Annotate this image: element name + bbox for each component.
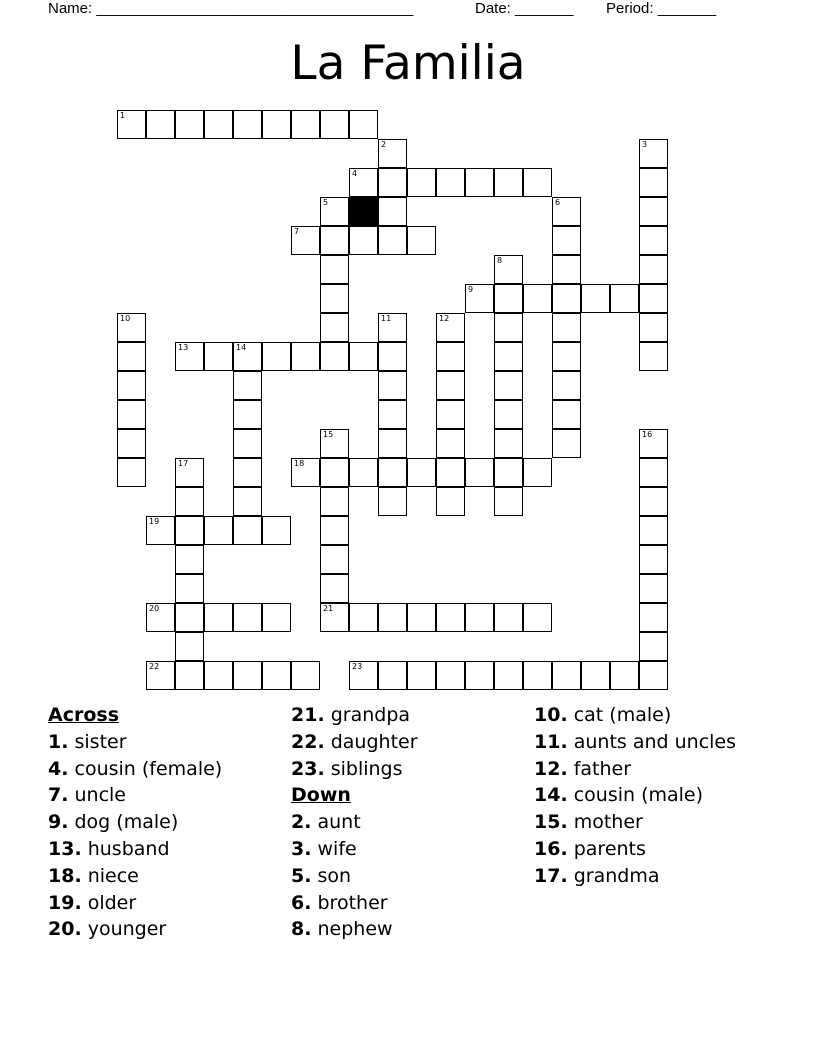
down-clue — [534, 809, 736, 836]
grid-black-cell — [349, 197, 378, 226]
grid-cell[interactable] — [175, 545, 204, 574]
clue-text: wife — [317, 837, 357, 860]
grid-cell[interactable] — [320, 284, 349, 313]
cell-number: 15 — [323, 430, 334, 439]
grid-cell[interactable] — [378, 661, 407, 690]
across-clue — [48, 863, 222, 890]
down-clue — [534, 756, 736, 783]
cell-number: 13 — [178, 343, 189, 352]
grid-cell[interactable] — [436, 371, 465, 400]
clue-number: 16. — [534, 837, 568, 860]
grid-cell[interactable] — [320, 255, 349, 284]
page-title: La Familia — [290, 36, 526, 91]
grid-cell[interactable] — [233, 342, 262, 371]
grid-cell[interactable] — [320, 429, 349, 458]
cell-number: 6 — [555, 198, 561, 207]
grid-cell[interactable] — [117, 400, 146, 429]
down-clue — [534, 702, 736, 729]
cell-number: 19 — [149, 517, 160, 526]
across-clue — [48, 782, 222, 809]
grid-cell[interactable] — [320, 516, 349, 545]
clue-text: grandma — [573, 864, 660, 887]
cell-number: 8 — [497, 256, 503, 265]
grid-cell[interactable] — [552, 226, 581, 255]
cell-number: 11 — [381, 314, 392, 323]
grid-cell[interactable] — [639, 545, 668, 574]
grid-cell[interactable] — [320, 197, 349, 226]
grid-cell[interactable] — [494, 342, 523, 371]
grid-cell[interactable] — [436, 168, 465, 197]
grid-cell[interactable] — [639, 632, 668, 661]
grid-cell[interactable] — [639, 458, 668, 487]
grid-cell[interactable] — [262, 603, 291, 632]
grid-cell[interactable] — [233, 110, 262, 139]
period-field-label: Period: _______ — [606, 0, 717, 17]
grid-cell[interactable] — [552, 284, 581, 313]
grid-cell[interactable] — [436, 342, 465, 371]
clue-text: aunt — [317, 811, 361, 834]
grid-cell[interactable] — [378, 168, 407, 197]
grid-cell[interactable] — [378, 342, 407, 371]
down-clue — [291, 836, 418, 863]
grid-cell[interactable] — [146, 661, 175, 690]
grid-cell[interactable] — [233, 429, 262, 458]
grid-cell[interactable] — [523, 661, 552, 690]
across-heading: Across — [48, 704, 120, 726]
name-field-label: Name: ______________________________________ — [48, 0, 414, 17]
clue-text: cousin (female) — [74, 757, 223, 780]
grid-cell[interactable] — [639, 255, 668, 284]
down-clue — [291, 890, 418, 917]
grid-cell[interactable] — [639, 516, 668, 545]
grid-cell[interactable] — [146, 110, 175, 139]
across-clue — [291, 756, 418, 783]
clue-number: 11. — [534, 730, 568, 753]
down-clue — [534, 782, 736, 809]
grid-cell[interactable] — [320, 603, 349, 632]
grid-cell[interactable] — [494, 400, 523, 429]
grid-cell[interactable] — [552, 429, 581, 458]
grid-cell[interactable] — [552, 342, 581, 371]
grid-cell[interactable] — [552, 197, 581, 226]
cell-number: 18 — [294, 459, 305, 468]
grid-cell[interactable] — [407, 226, 436, 255]
clue-text: aunts and uncles — [573, 730, 737, 753]
grid-cell[interactable] — [204, 342, 233, 371]
cell-number: 22 — [149, 662, 160, 671]
grid-cell[interactable] — [146, 516, 175, 545]
grid-cell[interactable] — [552, 313, 581, 342]
grid-cell[interactable] — [175, 661, 204, 690]
grid-cell[interactable] — [436, 313, 465, 342]
grid-cell[interactable] — [349, 342, 378, 371]
date-field-label: Date: _______ — [475, 0, 574, 17]
down-clue — [534, 863, 736, 890]
grid-cell[interactable] — [378, 603, 407, 632]
grid-cell[interactable] — [523, 284, 552, 313]
down-clue — [534, 729, 736, 756]
grid-cell[interactable] — [175, 458, 204, 487]
grid-cell[interactable] — [581, 661, 610, 690]
grid-cell[interactable] — [378, 458, 407, 487]
clue-text: younger — [87, 918, 167, 941]
grid-cell[interactable] — [552, 661, 581, 690]
grid-cell[interactable] — [175, 487, 204, 516]
cell-number: 1 — [120, 111, 126, 120]
grid-cell[interactable] — [233, 487, 262, 516]
grid-cell[interactable] — [204, 110, 233, 139]
grid-cell[interactable] — [291, 342, 320, 371]
down-clue — [291, 916, 418, 943]
grid-cell[interactable] — [436, 603, 465, 632]
clue-number: 19. — [48, 891, 82, 914]
cell-number: 4 — [352, 169, 358, 178]
clue-text: nephew — [317, 918, 393, 941]
clue-text: daughter — [330, 730, 418, 753]
down-clue — [291, 809, 418, 836]
grid-cell[interactable] — [581, 284, 610, 313]
grid-cell[interactable] — [204, 603, 233, 632]
grid-cell[interactable] — [320, 545, 349, 574]
grid-cell[interactable] — [552, 400, 581, 429]
grid-cell[interactable] — [349, 458, 378, 487]
cell-number: 10 — [120, 314, 131, 323]
grid-cell[interactable] — [320, 574, 349, 603]
grid-cell[interactable] — [639, 284, 668, 313]
cell-number: 12 — [439, 314, 450, 323]
grid-cell[interactable] — [523, 458, 552, 487]
across-clue — [48, 729, 222, 756]
clue-text: sister — [74, 730, 127, 753]
grid-cell[interactable] — [262, 342, 291, 371]
clue-text: father — [573, 757, 632, 780]
grid-cell[interactable] — [436, 487, 465, 516]
grid-cell[interactable] — [436, 400, 465, 429]
grid-cell[interactable] — [639, 168, 668, 197]
grid-cell[interactable] — [175, 574, 204, 603]
clue-number: 18. — [48, 864, 82, 887]
grid-cell[interactable] — [175, 342, 204, 371]
clue-column-2 — [291, 702, 418, 943]
grid-cell[interactable] — [320, 110, 349, 139]
cell-number: 14 — [236, 343, 247, 352]
grid-cell[interactable] — [610, 661, 639, 690]
clue-number: 9. — [48, 811, 69, 834]
grid-cell[interactable] — [291, 110, 320, 139]
across-clue — [48, 756, 222, 783]
cell-number: 23 — [352, 662, 363, 671]
grid-cell[interactable] — [378, 197, 407, 226]
grid-cell[interactable] — [291, 458, 320, 487]
grid-cell[interactable] — [175, 632, 204, 661]
grid-cell[interactable] — [639, 342, 668, 371]
grid-cell[interactable] — [494, 487, 523, 516]
clue-number: 23. — [291, 757, 325, 780]
across-clue — [291, 729, 418, 756]
grid-cell[interactable] — [117, 429, 146, 458]
grid-cell[interactable] — [262, 516, 291, 545]
cell-number: 5 — [323, 198, 329, 207]
grid-cell[interactable] — [117, 342, 146, 371]
grid-cell[interactable] — [378, 139, 407, 168]
clue-number: 17. — [534, 864, 568, 887]
grid-cell[interactable] — [639, 139, 668, 168]
grid-cell[interactable] — [465, 661, 494, 690]
grid-cell[interactable] — [349, 226, 378, 255]
grid-cell[interactable] — [233, 516, 262, 545]
across-clue — [48, 836, 222, 863]
grid-cell[interactable] — [436, 661, 465, 690]
grid-cell[interactable] — [349, 603, 378, 632]
clue-number: 7. — [48, 784, 69, 807]
cell-number: 9 — [468, 285, 474, 294]
cell-number: 2 — [381, 140, 387, 149]
grid-cell[interactable] — [407, 603, 436, 632]
grid-cell[interactable] — [465, 458, 494, 487]
grid-cell[interactable] — [639, 226, 668, 255]
grid-cell[interactable] — [494, 661, 523, 690]
down-heading: Down — [291, 784, 351, 807]
grid-cell[interactable] — [378, 226, 407, 255]
cell-number: 16 — [642, 430, 653, 439]
cell-number: 21 — [323, 604, 334, 613]
grid-cell[interactable] — [465, 603, 494, 632]
clue-text: siblings — [330, 757, 403, 780]
grid-cell[interactable] — [233, 603, 262, 632]
grid-cell[interactable] — [320, 342, 349, 371]
grid-cell[interactable] — [349, 110, 378, 139]
grid-cell[interactable] — [494, 458, 523, 487]
clue-number: 20. — [48, 918, 82, 941]
grid-cell[interactable] — [117, 371, 146, 400]
clue-number: 15. — [534, 811, 568, 834]
grid-cell[interactable] — [117, 110, 146, 139]
grid-cell[interactable] — [639, 429, 668, 458]
grid-cell[interactable] — [407, 458, 436, 487]
clue-number: 14. — [534, 784, 568, 807]
clue-text: brother — [317, 891, 388, 914]
clue-text: cousin (male) — [573, 784, 704, 807]
clue-number: 6. — [291, 891, 312, 914]
down-clue — [291, 863, 418, 890]
grid-cell[interactable] — [233, 400, 262, 429]
clue-column-3 — [534, 702, 736, 890]
grid-cell[interactable] — [175, 603, 204, 632]
across-clue — [48, 809, 222, 836]
across-clue — [48, 890, 222, 917]
grid-cell[interactable] — [378, 487, 407, 516]
grid-cell[interactable] — [523, 603, 552, 632]
grid-cell[interactable] — [494, 168, 523, 197]
grid-cell[interactable] — [407, 168, 436, 197]
grid-cell[interactable] — [436, 429, 465, 458]
grid-cell[interactable] — [523, 168, 552, 197]
grid-cell[interactable] — [233, 661, 262, 690]
grid-cell[interactable] — [639, 574, 668, 603]
clue-text: dog (male) — [74, 811, 179, 834]
down-clue — [534, 836, 736, 863]
clue-text: cat (male) — [573, 704, 672, 726]
grid-cell[interactable] — [291, 661, 320, 690]
grid-cell[interactable] — [639, 603, 668, 632]
clue-number: 2. — [291, 811, 312, 834]
clue-text: grandpa — [330, 704, 411, 726]
clue-number: 3. — [291, 837, 312, 860]
grid-cell[interactable] — [204, 661, 233, 690]
grid-cell[interactable] — [262, 110, 291, 139]
grid-cell[interactable] — [117, 458, 146, 487]
grid-cell[interactable] — [349, 661, 378, 690]
grid-cell[interactable] — [233, 371, 262, 400]
grid-cell[interactable] — [494, 284, 523, 313]
clue-number: 12. — [534, 757, 568, 780]
grid-cell[interactable] — [494, 255, 523, 284]
clue-number: 21. — [291, 704, 325, 726]
clue-number: 4. — [48, 757, 69, 780]
grid-cell[interactable] — [465, 284, 494, 313]
grid-cell[interactable] — [552, 371, 581, 400]
grid-cell[interactable] — [146, 603, 175, 632]
grid-cell[interactable] — [378, 400, 407, 429]
clue-number: 10. — [534, 704, 568, 726]
clue-number: 5. — [291, 864, 312, 887]
clue-text: older — [87, 891, 137, 914]
grid-cell[interactable] — [262, 661, 291, 690]
grid-cell[interactable] — [639, 487, 668, 516]
cell-number: 3 — [642, 140, 648, 149]
clue-number: 13. — [48, 837, 82, 860]
grid-cell[interactable] — [233, 458, 262, 487]
grid-cell[interactable] — [494, 371, 523, 400]
grid-cell[interactable] — [639, 197, 668, 226]
grid-cell[interactable] — [175, 516, 204, 545]
clue-number: 8. — [291, 918, 312, 941]
grid-cell[interactable] — [320, 226, 349, 255]
grid-cell[interactable] — [610, 284, 639, 313]
grid-cell[interactable] — [320, 458, 349, 487]
clue-text: niece — [87, 864, 139, 887]
cell-number: 7 — [294, 227, 300, 236]
clue-text: parents — [573, 837, 646, 860]
clue-text: mother — [573, 811, 643, 834]
grid-cell[interactable] — [320, 487, 349, 516]
grid-cell[interactable] — [639, 661, 668, 690]
grid-cell[interactable] — [378, 429, 407, 458]
grid-cell[interactable] — [552, 255, 581, 284]
across-clue — [48, 916, 222, 943]
cell-number: 20 — [149, 604, 160, 613]
grid-cell[interactable] — [117, 313, 146, 342]
grid-cell[interactable] — [639, 313, 668, 342]
clue-number: 1. — [48, 730, 69, 753]
grid-cell[interactable] — [436, 458, 465, 487]
across-clue — [291, 702, 418, 729]
grid-cell[interactable] — [494, 429, 523, 458]
grid-cell[interactable] — [378, 371, 407, 400]
grid-cell[interactable] — [175, 110, 204, 139]
clue-text: husband — [87, 837, 170, 860]
grid-cell[interactable] — [407, 661, 436, 690]
grid-cell[interactable] — [378, 313, 407, 342]
cell-number: 17 — [178, 459, 189, 468]
clue-text: son — [317, 864, 352, 887]
grid-cell[interactable] — [349, 168, 378, 197]
grid-cell[interactable] — [494, 313, 523, 342]
clue-text: uncle — [74, 784, 126, 807]
grid-cell[interactable] — [465, 168, 494, 197]
grid-cell[interactable] — [494, 603, 523, 632]
grid-cell[interactable] — [320, 313, 349, 342]
grid-cell[interactable] — [204, 516, 233, 545]
grid-cell[interactable] — [291, 226, 320, 255]
clue-column-1 — [48, 702, 222, 943]
clue-number: 22. — [291, 730, 325, 753]
